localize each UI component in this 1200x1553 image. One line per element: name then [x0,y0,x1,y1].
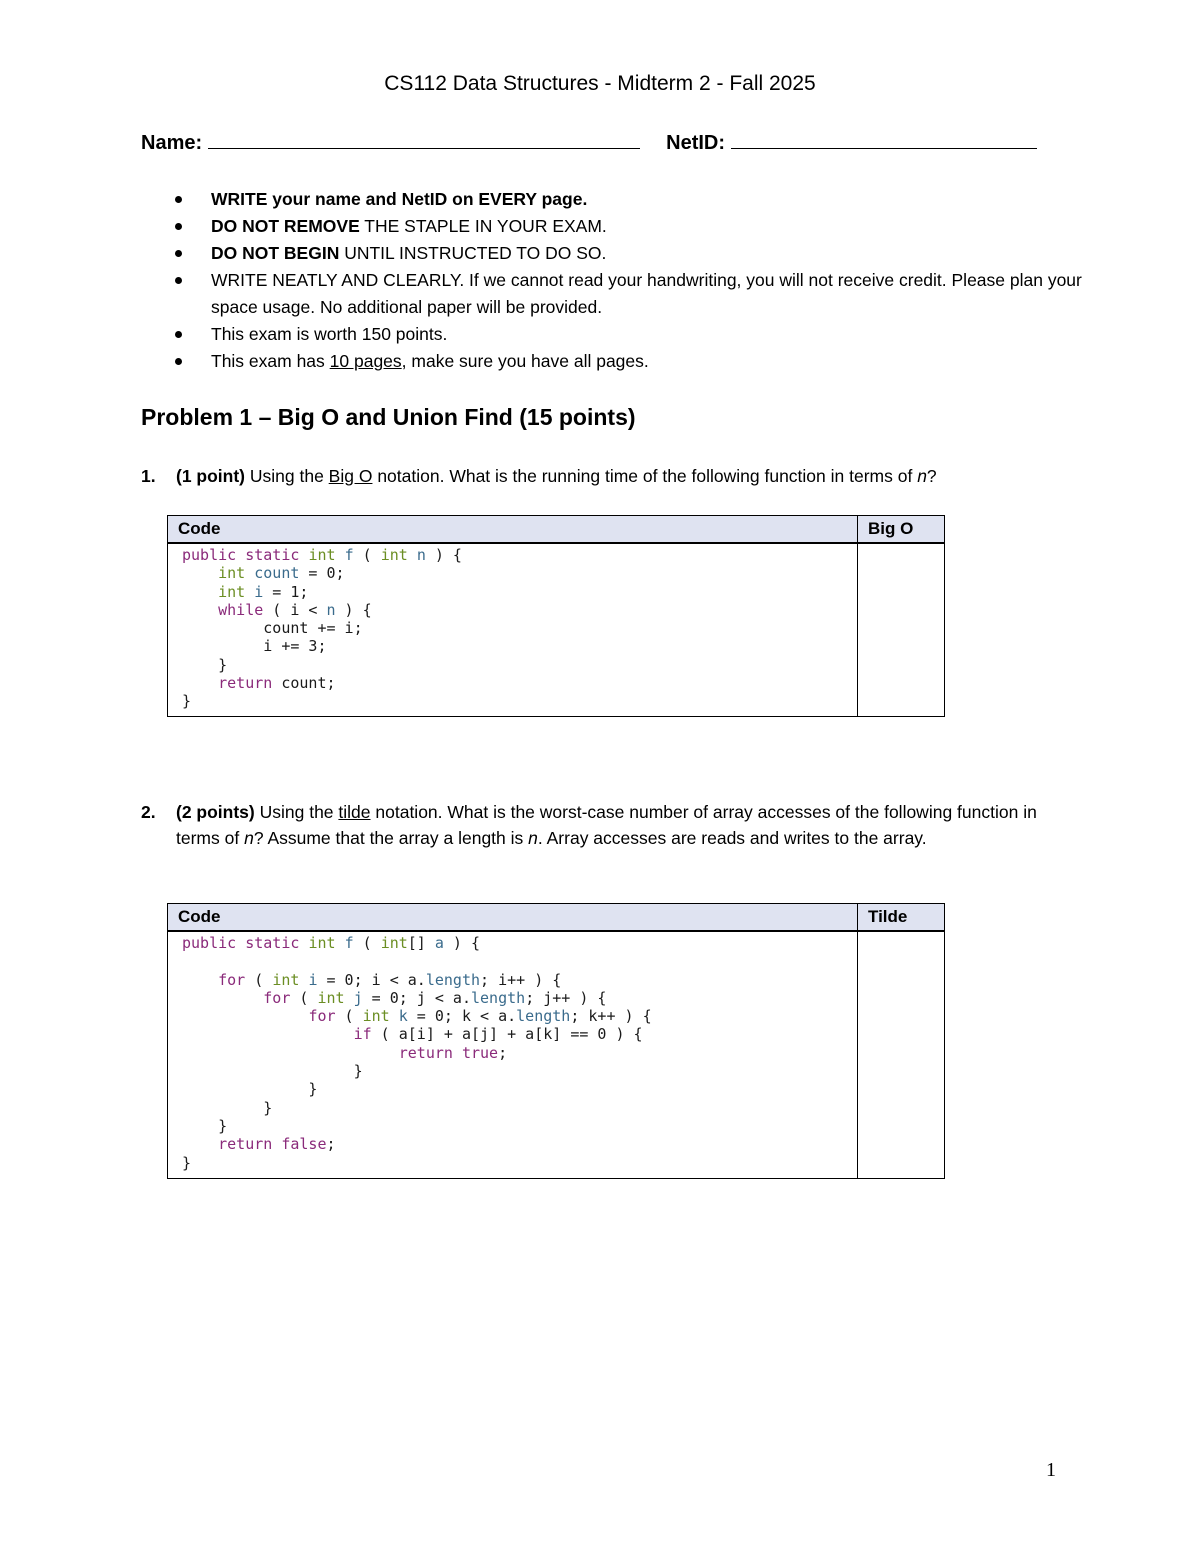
code-column-header: Code [168,904,858,932]
name-blank[interactable] [208,130,640,149]
code-snippet-1: public static int f ( int n ) { int count = 0; int i = 1; while ( i < n ) { count += i; i += 3; } return count; } [182,546,462,711]
bigo-column-header: Big O [858,516,945,544]
rule-text: UNTIL INSTRUCTED TO DO SO. [339,243,607,263]
rule-text: This exam has [211,351,330,371]
tilde-column-header: Tilde [858,904,945,932]
question-number: 2. [141,802,156,822]
question-1 [141,463,1071,489]
page-number: 1 [1046,1459,1056,1481]
rule-text: This exam is worth 150 points. [211,324,448,344]
netid-label: NetID: [666,132,726,154]
rule-item [211,240,1111,267]
code-snippet-2: public static int f ( int[] a ) { for ( int i = 0; i < a.length; i++ ) { for ( int j = 0; j < a.length; j++ ) { for ( int k = 0; k < a.length; k++ ) { if ( a[i] + a[j] + a[k] == 0 ) { return true; } } } } return false; } [182,934,652,1172]
name-label: Name: [141,132,203,154]
rule-item [211,348,1111,375]
code-cell [168,931,858,1179]
rule-underlined: 10 pages [329,351,402,371]
rule-bold: DO NOT REMOVE [211,216,360,236]
question-var: n [244,828,254,848]
netid-blank[interactable] [731,130,1037,149]
question-text: notation. What is the worst-case number of array accesses of the following function in terms of [176,802,1037,848]
question-underlined: Big O [328,466,373,486]
tilde-answer-cell[interactable] [858,931,945,1179]
rule-bold: DO NOT BEGIN [211,243,340,263]
question-var: n [528,828,538,848]
question-2-table [167,903,945,1179]
question-text: Using the [245,466,329,486]
question-text: notation. What is the running time of the following function in terms of [372,466,918,486]
problem-1-heading: Problem 1 – Big O and Union Find (15 points) [141,404,636,430]
bigo-answer-cell[interactable] [858,543,945,717]
question-var: n [917,466,927,486]
question-text: Using the [254,802,339,822]
exam-title: CS112 Data Structures - Midterm 2 - Fall 2025 [384,72,816,95]
code-column-header: Code [168,516,858,544]
question-2 [141,799,1071,851]
rule-text: , make sure you have all pages. [401,351,649,371]
rule-bold: WRITE your name and NetID on EVERY page. [211,189,588,209]
rule-text: WRITE NEATLY AND CLEARLY. If we cannot read your handwriting, you will not receive credit. Please plan your space usage. No additional paper will be provided. [211,270,1082,317]
rule-item [211,321,1111,348]
question-points: (2 points) [176,802,255,822]
rule-text: THE STAPLE IN YOUR EXAM. [359,216,607,236]
question-text: ? Assume that the array a length is [253,828,529,848]
question-underlined: tilde [338,802,371,822]
rule-item [211,267,1111,321]
name-netid-line [141,130,1037,155]
code-cell [168,543,858,717]
exam-rules-list [141,186,1111,375]
rule-item [211,213,1111,240]
question-points: (1 point) [176,466,246,486]
question-number: 1. [141,466,156,486]
question-1-table [167,515,945,717]
question-text: . Array accesses are reads and writes to the array. [537,828,927,848]
rule-item [211,186,1111,213]
question-text: ? [926,466,937,486]
